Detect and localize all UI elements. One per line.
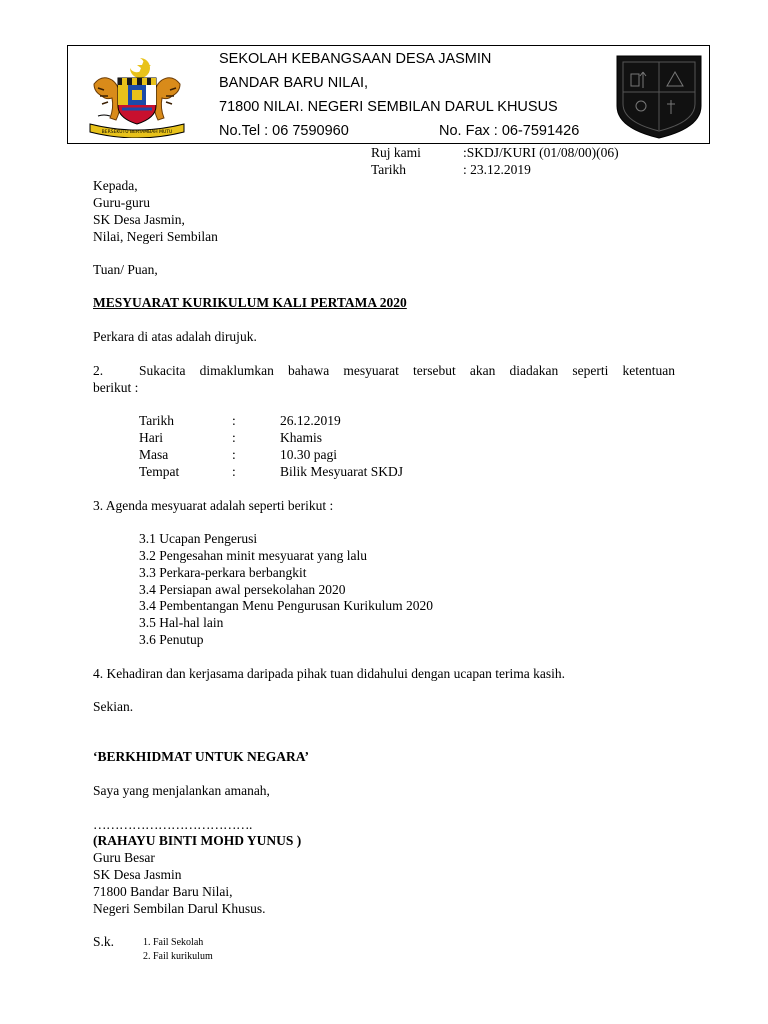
- detail-value: 10.30 pagi: [280, 447, 337, 462]
- school-phone: No.Tel : 06 7590960: [219, 123, 349, 139]
- cc-item: 2. Fail kurikulum: [143, 951, 213, 962]
- detail-separator: :: [232, 447, 236, 462]
- paragraph-1: Perkara di atas adalah dirujuk.: [93, 329, 257, 344]
- detail-label: Masa: [139, 447, 169, 462]
- signatory-name: (RAHAYU BINTI MOHD YUNUS ): [93, 833, 302, 848]
- closing: Sekian.: [93, 699, 134, 714]
- paragraph-2-number: 2.: [93, 363, 104, 378]
- school-fax: No. Fax : 06-7591426: [439, 123, 580, 139]
- motto: ‘BERKHIDMAT UNTUK NEGARA’: [93, 749, 310, 764]
- recipient-line: Kepada,: [93, 178, 138, 193]
- agenda-item: 3.4 Pembentangan Menu Pengurusan Kurikulum 2020: [139, 598, 433, 613]
- detail-label: Hari: [139, 430, 163, 445]
- recipient-line: Nilai, Negeri Sembilan: [93, 229, 218, 244]
- school-name: SEKOLAH KEBANGSAAN DESA JASMIN: [219, 51, 492, 67]
- detail-separator: :: [232, 430, 236, 445]
- malaysia-coat-of-arms-icon: [82, 54, 192, 138]
- svg-text:BERSEKUTU BERTAMBAH MUTU: BERSEKUTU BERTAMBAH MUTU: [101, 130, 173, 135]
- recipient-line: SK Desa Jasmin,: [93, 212, 185, 227]
- cc-item: 1. Fail Sekolah: [143, 937, 204, 948]
- agenda-item: 3.5 Hal-hal lain: [139, 615, 224, 630]
- agenda-item: 3.2 Pengesahan minit mesyuarat yang lalu: [139, 548, 367, 563]
- salutation: Tuan/ Puan,: [93, 262, 158, 277]
- detail-label: Tarikh: [139, 413, 175, 428]
- agenda-item: 3.6 Penutup: [139, 632, 204, 647]
- agenda-item: 3.3 Perkara-perkara berbangkit: [139, 565, 307, 580]
- paragraph-4: 4. Kehadiran dan kerjasama daripada pihak tuan didahului dengan ucapan terima kasih.: [93, 666, 565, 681]
- detail-value: Bilik Mesyuarat SKDJ: [280, 464, 403, 479]
- letterhead: [67, 45, 710, 144]
- signatory-title: Guru Besar: [93, 850, 155, 865]
- reference-label: Ruj kami: [371, 145, 421, 160]
- reference-value: :SKDJ/KURI (01/08/00)(06): [463, 145, 619, 160]
- school-address-line-1: BANDAR BARU NILAI,: [219, 75, 369, 91]
- signatory-address: 71800 Bandar Baru Nilai,: [93, 884, 233, 899]
- detail-value: 26.12.2019: [280, 413, 341, 428]
- paragraph-2-continuation: berikut :: [93, 380, 139, 395]
- agenda-intro: 3. Agenda mesyuarat adalah seperti berikut :: [93, 498, 334, 513]
- trust-line: Saya yang menjalankan amanah,: [93, 783, 270, 798]
- agenda-item: 3.1 Ucapan Pengerusi: [139, 531, 258, 546]
- school-address-line-2: 71800 NILAI. NEGERI SEMBILAN DARUL KHUSUS: [219, 99, 558, 115]
- school-logo-icon: [613, 52, 705, 140]
- letter-date-label: Tarikh: [371, 162, 407, 177]
- subject-heading: MESYUARAT KURIKULUM KALI PERTAMA 2020: [93, 295, 407, 310]
- detail-value: Khamis: [280, 430, 322, 445]
- cc-label: S.k.: [93, 934, 115, 949]
- detail-label: Tempat: [139, 464, 180, 479]
- letter-date-value: : 23.12.2019: [463, 162, 531, 177]
- signatory-school: SK Desa Jasmin: [93, 867, 182, 882]
- detail-separator: :: [232, 464, 236, 479]
- paragraph-2-text: Sukacita dimaklumkan bahawa mesyuarat tersebut akan diadakan seperti ketentuan: [139, 363, 675, 378]
- agenda-item: 3.4 Persiapan awal persekolahan 2020: [139, 582, 346, 597]
- detail-separator: :: [232, 413, 236, 428]
- recipient-line: Guru-guru: [93, 195, 150, 210]
- signatory-address: Negeri Sembilan Darul Khusus.: [93, 901, 266, 916]
- signature-line: ……………………………….: [93, 817, 252, 832]
